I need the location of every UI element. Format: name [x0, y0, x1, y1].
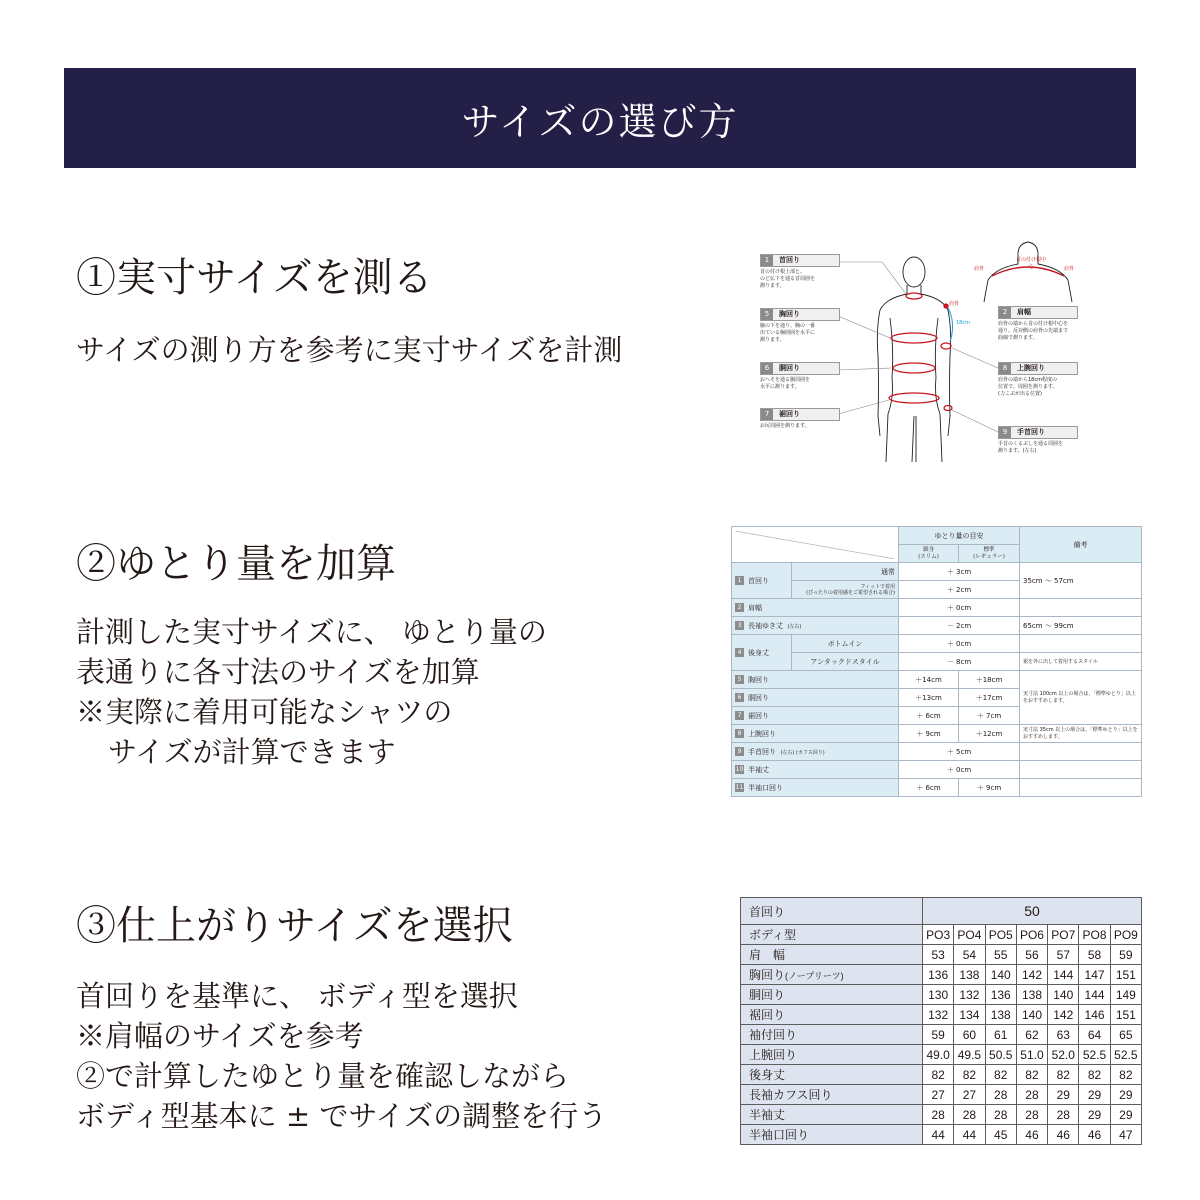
- size-value-cell: 52.0: [1048, 1045, 1079, 1065]
- shoulder-bone-label: 肩骨: [1064, 266, 1075, 272]
- allowance-slim-value: ＋ 6cm: [899, 707, 959, 725]
- neck-value: 50: [923, 898, 1142, 925]
- step1-heading: ①実寸サイズを測る: [76, 255, 433, 301]
- size-value-cell: 28: [985, 1105, 1016, 1125]
- size-value-cell: 27: [923, 1085, 954, 1105]
- table-row: [732, 671, 1142, 689]
- size-value-cell: 151: [1110, 965, 1141, 985]
- size-value-cell: 140: [1048, 985, 1079, 1005]
- allowance-regular-value: ＋18cm: [959, 671, 1020, 689]
- body-type-header: PO4: [954, 925, 985, 945]
- body-type-header: PO3: [923, 925, 954, 945]
- size-value-cell: 50.5: [985, 1045, 1016, 1065]
- size-value-cell: 138: [1016, 985, 1047, 1005]
- allowance-value: ＋ 3cm: [899, 563, 1020, 581]
- allowance-note: 実寸法 100cm 以上の場合は、「標準ゆとり」以上をおすすめします。: [1020, 671, 1142, 725]
- size-value-cell: 54: [954, 945, 985, 965]
- neck-center-label: 首の付け根中心: [1015, 257, 1046, 270]
- allowance-note: 裾を外に出して着用するスタイル: [1020, 653, 1142, 671]
- size-header-row: [741, 925, 1142, 945]
- size-value-cell: 82: [954, 1065, 985, 1085]
- measurement-diagram: [756, 238, 1092, 466]
- row-sublabel: アンタックドスタイル: [792, 653, 899, 671]
- diagram-item-hem: 7 裾回り お尻周囲を測ります。: [760, 408, 848, 430]
- length-18cm-label: 18cm: [956, 320, 970, 326]
- row-label: 9 手首回り (左右) (カフス回り): [732, 743, 899, 761]
- row-label: 5 胸回り: [732, 671, 899, 689]
- allowance-value: － 8cm: [899, 653, 1020, 671]
- diagram-item-wrist: 9 手首回り 手首のくるぶしを通る周囲を 測ります。(左右): [998, 426, 1086, 455]
- size-row-label: 裾回り: [741, 1005, 923, 1025]
- table-row: [732, 743, 1142, 761]
- table-row: [741, 945, 1142, 965]
- allowance-slim-value: ＋14cm: [899, 671, 959, 689]
- size-value-cell: 29: [1110, 1105, 1141, 1125]
- row-label: 3 長袖ゆき丈 (左右): [732, 617, 899, 635]
- size-value-cell: 52.5: [1110, 1045, 1141, 1065]
- allowance-value: ＋ 2cm: [899, 581, 1020, 599]
- table-row: [741, 965, 1142, 985]
- allowance-regular-header: 標準 (レギュラー): [959, 545, 1020, 563]
- allowance-note: 35cm 〜 57cm: [1020, 563, 1142, 599]
- neck-label: 首回り: [741, 898, 923, 925]
- allowance-note: [1020, 599, 1142, 617]
- table-row: [732, 617, 1142, 635]
- allowance-value: － 2cm: [899, 617, 1020, 635]
- step3-body: [76, 976, 607, 1136]
- table-row: [741, 1045, 1142, 1065]
- row-label: 6 胴回り: [732, 689, 899, 707]
- body-type-label: ボディ型: [741, 925, 923, 945]
- step1-body: [76, 330, 622, 370]
- table-row: [741, 1125, 1142, 1145]
- title-banner: [64, 68, 1136, 168]
- row-label: 11 半袖口回り: [732, 779, 899, 797]
- size-row-label: 肩 幅: [741, 945, 923, 965]
- size-value-cell: 51.0: [1016, 1045, 1047, 1065]
- size-value-cell: 29: [1048, 1085, 1079, 1105]
- row-sublabel: 通常: [792, 563, 899, 581]
- table-row: [741, 1085, 1142, 1105]
- table-row: [741, 1105, 1142, 1125]
- size-value-cell: 138: [954, 965, 985, 985]
- row-label: 2 肩幅: [732, 599, 899, 617]
- allowance-note: [1020, 779, 1142, 797]
- size-value-cell: 47: [1110, 1125, 1141, 1145]
- allowance-value: ＋ 0cm: [899, 635, 1020, 653]
- table-row: [732, 635, 1142, 653]
- table-row: [732, 779, 1142, 797]
- table-row: [732, 725, 1142, 743]
- size-value-cell: 28: [923, 1105, 954, 1125]
- body-type-header: PO7: [1048, 925, 1079, 945]
- size-neck-row: [741, 898, 1142, 925]
- size-value-cell: 82: [1016, 1065, 1047, 1085]
- size-value-cell: 144: [1079, 985, 1110, 1005]
- diagram-item-neck: 1 首回り 首の付け根上部と、 のど仏下を通る首周囲を 測ります。: [760, 254, 848, 290]
- allowance-value: ＋ 5cm: [899, 743, 1020, 761]
- step2-heading: ②ゆとり量を加算: [76, 541, 396, 587]
- size-value-cell: 82: [1110, 1065, 1141, 1085]
- allowance-corner-cell: [732, 527, 899, 563]
- allowance-value: ＋ 0cm: [899, 761, 1020, 779]
- size-value-cell: 142: [1048, 1005, 1079, 1025]
- table-row: [741, 1025, 1142, 1045]
- allowance-note-header: 備考: [1020, 527, 1142, 563]
- step2-line: ※実際に着用可能なシャツの: [76, 695, 453, 729]
- size-table: [740, 897, 1142, 1145]
- row-label: 8 上腕回り: [732, 725, 899, 743]
- torso-figure: [984, 242, 1075, 302]
- diagram-item-chest: 5 胸回り 腋の下を通り、胸の一番 出ている胸囲囲を水平に 測ります。: [760, 308, 848, 344]
- size-value-cell: 61: [985, 1025, 1016, 1045]
- row-label: 7 裾回り: [732, 707, 899, 725]
- size-row-label: 長袖カフス回り: [741, 1085, 923, 1105]
- size-value-cell: 44: [954, 1125, 985, 1145]
- step3-line: ボディ型基本に ± でサイズの調整を行う: [76, 1099, 608, 1133]
- size-value-cell: 29: [1110, 1085, 1141, 1105]
- body-type-header: PO9: [1110, 925, 1141, 945]
- size-row-label: 袖付回り: [741, 1025, 923, 1045]
- allowance-table: [731, 526, 1142, 797]
- size-value-cell: 136: [985, 985, 1016, 1005]
- body-type-header: PO8: [1079, 925, 1110, 945]
- body-type-header: PO6: [1016, 925, 1047, 945]
- step2-body: [76, 612, 547, 772]
- allowance-group-header: ゆとり量の目安: [899, 527, 1020, 545]
- size-value-cell: 132: [923, 1005, 954, 1025]
- size-value-cell: 65: [1110, 1025, 1141, 1045]
- shoulder-bone-label: 肩骨: [974, 266, 985, 272]
- step3-line: ②で計算したゆとり量を確認しながら: [76, 1059, 570, 1093]
- size-value-cell: 149: [1110, 985, 1141, 1005]
- size-value-cell: 52.5: [1079, 1045, 1110, 1065]
- row-label: 1 首回り: [732, 563, 792, 599]
- diagram-item-upper-arm: 8 上腕回り 肩骨の端から18cm程度の 位置で、周囲を測ります。 (力こぶが出る位置): [998, 362, 1086, 398]
- row-sublabel: フィットで着用 (ぴったりの着用感をご希望される場合): [792, 581, 899, 599]
- size-value-cell: 82: [985, 1065, 1016, 1085]
- size-value-cell: 46: [1016, 1125, 1047, 1145]
- diagram-item-waist: 6 胴回り おへそを通る胴周囲を 水平に測ります。: [760, 362, 848, 391]
- size-value-cell: 53: [923, 945, 954, 965]
- size-value-cell: 82: [1048, 1065, 1079, 1085]
- size-value-cell: 59: [923, 1025, 954, 1045]
- step1-line: サイズの測り方を参考に実寸サイズを計測: [76, 333, 623, 367]
- size-value-cell: 151: [1110, 1005, 1141, 1025]
- size-value-cell: 28: [1048, 1105, 1079, 1125]
- size-row-label: 半袖丈: [741, 1105, 923, 1125]
- body-type-header: PO5: [985, 925, 1016, 945]
- step2-line: 計測した実寸サイズに、 ゆとり量の: [76, 615, 547, 649]
- size-row-label: 上腕回り: [741, 1045, 923, 1065]
- size-value-cell: 58: [1079, 945, 1110, 965]
- size-row-label: 胴回り: [741, 985, 923, 1005]
- page-title: サイズの選び方: [461, 99, 739, 144]
- allowance-regular-value: ＋17cm: [959, 689, 1020, 707]
- leader-lines: [838, 262, 998, 432]
- step2-line: 表通りに各寸法のサイズを加算: [76, 655, 480, 689]
- size-value-cell: 56: [1016, 945, 1047, 965]
- table-row: [732, 599, 1142, 617]
- size-value-cell: 29: [1079, 1085, 1110, 1105]
- shoulder-bone-label: 肩骨: [949, 301, 960, 307]
- size-value-cell: 46: [1048, 1125, 1079, 1145]
- size-value-cell: 59: [1110, 945, 1141, 965]
- size-value-cell: 147: [1079, 965, 1110, 985]
- size-value-cell: 63: [1048, 1025, 1079, 1045]
- table-row: [732, 761, 1142, 779]
- allowance-note: [1020, 635, 1142, 653]
- size-value-cell: 60: [954, 1025, 985, 1045]
- size-value-cell: 140: [985, 965, 1016, 985]
- size-value-cell: 46: [1079, 1125, 1110, 1145]
- size-value-cell: 45: [985, 1125, 1016, 1145]
- allowance-regular-value: ＋ 9cm: [959, 779, 1020, 797]
- size-value-cell: 134: [954, 1005, 985, 1025]
- size-value-cell: 130: [923, 985, 954, 1005]
- size-value-cell: 28: [1016, 1085, 1047, 1105]
- size-value-cell: 28: [985, 1085, 1016, 1105]
- step3-line: ※肩幅のサイズを参考: [76, 1019, 364, 1053]
- row-label: 10 半袖丈: [732, 761, 899, 779]
- row-label: 4 後身丈: [732, 635, 792, 671]
- allowance-slim-value: ＋ 6cm: [899, 779, 959, 797]
- allowance-note: 実寸法 35cm 以上の場合は、「標準ゆとり」以上をおすすめします。: [1020, 725, 1142, 743]
- table-row: [741, 1005, 1142, 1025]
- allowance-note: 65cm 〜 99cm: [1020, 617, 1142, 635]
- diagram-item-shoulder: 2 肩幅 肩骨の端から首の付け根中心を 通り、反対側の肩骨の先端まで 曲線で測ります。: [998, 306, 1086, 342]
- allowance-slim-value: ＋13cm: [899, 689, 959, 707]
- allowance-slim-header: 細身 (スリム): [899, 545, 959, 563]
- size-row-label: 後身丈: [741, 1065, 923, 1085]
- allowance-note: [1020, 743, 1142, 761]
- table-row: [741, 1065, 1142, 1085]
- size-value-cell: 142: [1016, 965, 1047, 985]
- step3-line: 首回りを基準に、 ボディ型を選択: [76, 979, 518, 1013]
- allowance-regular-value: ＋12cm: [959, 725, 1020, 743]
- size-value-cell: 64: [1079, 1025, 1110, 1045]
- size-value-cell: 55: [985, 945, 1016, 965]
- size-value-cell: 140: [1016, 1005, 1047, 1025]
- size-value-cell: 138: [985, 1005, 1016, 1025]
- body-outline: [877, 257, 950, 462]
- size-value-cell: 132: [954, 985, 985, 1005]
- table-row: [741, 985, 1142, 1005]
- row-sublabel: ボトムイン: [792, 635, 899, 653]
- size-value-cell: 62: [1016, 1025, 1047, 1045]
- table-row: [732, 563, 1142, 581]
- size-value-cell: 29: [1079, 1105, 1110, 1125]
- measure-rings: [889, 293, 952, 411]
- size-value-cell: 82: [923, 1065, 954, 1085]
- table-row: [732, 653, 1142, 671]
- size-value-cell: 49.0: [923, 1045, 954, 1065]
- size-value-cell: 28: [1016, 1105, 1047, 1125]
- size-value-cell: 82: [1079, 1065, 1110, 1085]
- step2-line: サイズが計算できます: [108, 735, 396, 769]
- size-row-label: 半袖口回り: [741, 1125, 923, 1145]
- allowance-value: ＋ 0cm: [899, 599, 1020, 617]
- size-value-cell: 146: [1079, 1005, 1110, 1025]
- size-row-label: 胸回り(ノープリーツ): [741, 965, 923, 985]
- size-value-cell: 144: [1048, 965, 1079, 985]
- allowance-note: [1020, 761, 1142, 779]
- size-value-cell: 49.5: [954, 1045, 985, 1065]
- size-value-cell: 136: [923, 965, 954, 985]
- size-value-cell: 57: [1048, 945, 1079, 965]
- diagonal-line: [735, 531, 895, 559]
- allowance-regular-value: ＋ 7cm: [959, 707, 1020, 725]
- allowance-slim-value: ＋ 9cm: [899, 725, 959, 743]
- step3-heading: ③仕上がりサイズを選択: [76, 903, 513, 949]
- size-value-cell: 44: [923, 1125, 954, 1145]
- size-value-cell: 28: [954, 1105, 985, 1125]
- size-value-cell: 27: [954, 1085, 985, 1105]
